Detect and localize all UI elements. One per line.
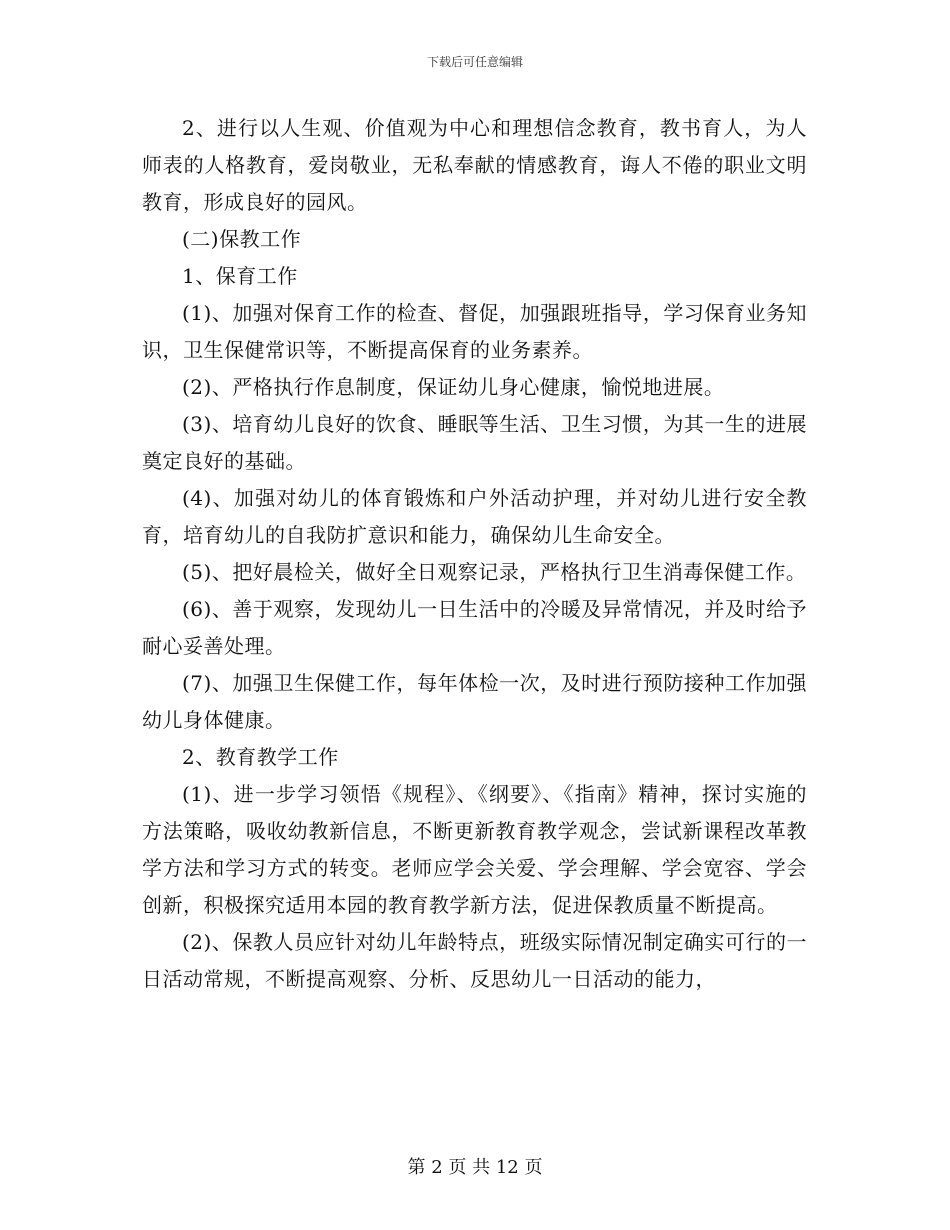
document-body <box>142 110 807 998</box>
paragraph: (5)、把好晨检关，做好全日观察记录，严格执行卫生消毒保健工作。 <box>182 560 807 584</box>
page-number: 第 2 页 共 12 页 <box>407 1157 543 1178</box>
subsection-heading: 1、保育工作 <box>182 264 298 288</box>
paragraph: (3)、培育幼儿良好的饮食、睡眠等生活、卫生习惯，为其一生的进展奠定良好的基础。 <box>142 412 807 473</box>
subsection-heading: 2、教育教学工作 <box>182 745 339 769</box>
paragraph: (1)、加强对保育工作的检查、督促，加强跟班指导，学习保育业务知识，卫生保健常识等，不断提高保育的业务素养。 <box>142 301 807 362</box>
paragraph: (6)、善于观察，发现幼儿一日生活中的冷暖及异常情况，并及时给予耐心妥善处理。 <box>142 597 807 658</box>
paragraph: (2)、严格执行作息制度，保证幼儿身心健康，愉悦地进展。 <box>182 375 725 399</box>
paragraph: (1)、进一步学习领悟《规程》、《纲要》、《指南》精神，探讨实施的方法策略，吸收幼教新信息，不断更新教育教学观念，尝试新课程改革教学方法和学习方式的转变。老师应学会关爱、学会理解、学会宽容、学会创新，积极探究适用本园的教育教学新方法，促进保教质量不断提高。 <box>142 782 807 917</box>
paragraph: (4)、加强对幼儿的体育锻炼和户外活动护理，并对幼儿进行安全教育，培育幼儿的自我防扩意识和能力，确保幼儿生命安全。 <box>142 486 807 547</box>
paragraph: (7)、加强卫生保健工作，每年体检一次，及时进行预防接种工作加强幼儿身体健康。 <box>142 671 807 732</box>
section-heading: (二)保教工作 <box>182 227 302 251</box>
paragraph: 2、进行以人生观、价值观为中心和理想信念教育，教书育人，为人师表的人格教育，爱岗敬业，无私奉献的情感教育，诲人不倦的职业文明教育，形成良好的园风。 <box>142 116 807 214</box>
header-note: 下载后可任意编辑 <box>426 55 523 69</box>
paragraph: (2)、保教人员应针对幼儿年龄特点，班级实际情况制定确实可行的一日活动常规，不断提高观察、分析、反思幼儿一日活动的能力， <box>142 930 807 991</box>
